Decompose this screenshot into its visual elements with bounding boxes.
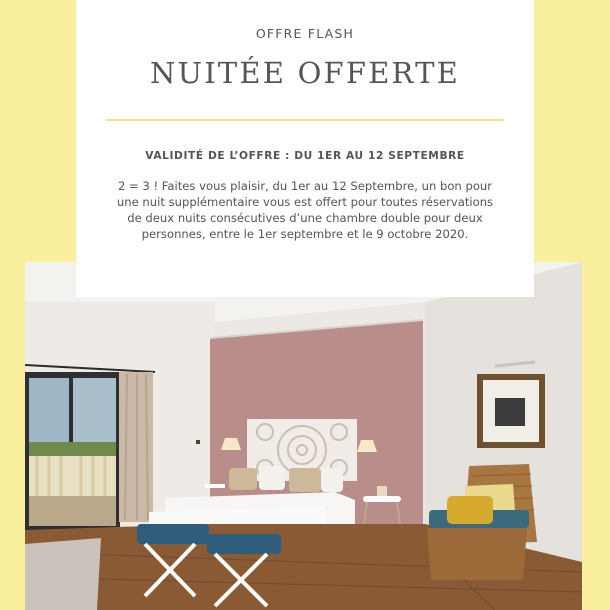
offer-validity: VALIDITÉ DE L’OFFRE : DU 1ER AU 12 SEPTEMBRE <box>145 150 465 162</box>
offer-eyebrow: OFFRE FLASH <box>255 26 355 41</box>
offer-title: NUITÉE OFFERTE <box>150 56 460 90</box>
offer-card <box>76 0 534 297</box>
divider <box>106 119 504 121</box>
offer-description: 2 = 3 ! Faites vous plaisir, du 1er au 12 Septembre, un bon pour une nuit supplémentaire vous est offert pour toutes réservations de deux nuits consécutives d’une chambre double pour deux personnes, entre le 1er septembre et le 9 octobre 2020. <box>116 179 494 241</box>
hotel-room-photo <box>25 262 582 610</box>
